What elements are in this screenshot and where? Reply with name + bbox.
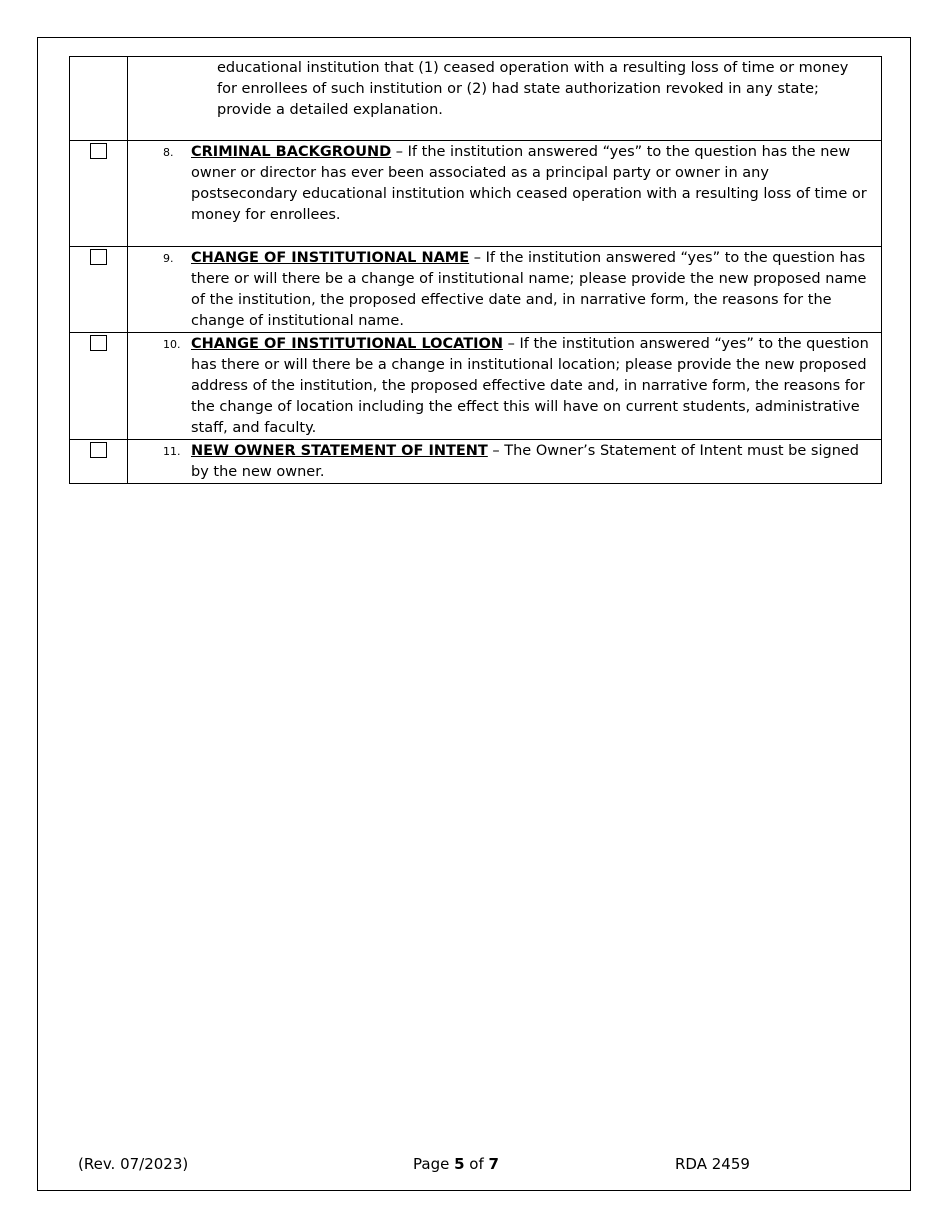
revision-date: (Rev. 07/2023) (78, 1155, 189, 1173)
table-row (70, 333, 882, 440)
table-row (70, 440, 882, 484)
item-body: – If the institution answered “yes” to the question has the new owner or director has ever been associated as a principal party or owner in any postsecondary educational institution which ceased operation with a resulting loss of time or money for enrollees. (191, 144, 867, 223)
item-new-owner-statement-of-intent (128, 440, 881, 483)
checklist-table (69, 56, 882, 484)
item-change-of-institutional-name (128, 247, 881, 332)
item-cell (128, 333, 882, 440)
item-number: 8. (163, 146, 174, 159)
item-cell (128, 57, 882, 141)
checkbox-change-of-institutional-name[interactable] (90, 249, 107, 265)
item-cell (128, 247, 882, 333)
item-body: – If the institution answered “yes” to the question has there or will there be a change of institutional name; please provide the new proposed name of the institution, the proposed effective date and, in narrative form, the reasons for the change of institutional name. (191, 250, 867, 329)
item-heading: NEW OWNER STATEMENT OF INTENT (191, 443, 488, 459)
item-number: 9. (163, 252, 174, 265)
item-number: 10. (163, 338, 181, 351)
item-cell (128, 440, 882, 484)
table-row (70, 247, 882, 333)
item-heading: CHANGE OF INSTITUTIONAL NAME (191, 250, 470, 266)
check-cell (70, 333, 128, 440)
check-cell (70, 141, 128, 247)
page-current: 5 (454, 1155, 465, 1173)
page-prefix: Page (413, 1155, 455, 1173)
table-row (70, 141, 882, 247)
page-number (413, 1153, 499, 1175)
table-row (70, 57, 882, 141)
check-cell-empty (70, 57, 128, 141)
page-separator: of (464, 1155, 489, 1173)
item-cell (128, 141, 882, 247)
continued-item-text: educational institution that (1) ceased operation with a resulting loss of time or money for enrollees of such institution or (2) had state authorization revoked in any state; provide a detailed explanation. (217, 60, 849, 118)
item-number: 11. (163, 445, 181, 458)
check-cell (70, 247, 128, 333)
item-heading: CRIMINAL BACKGROUND (191, 144, 392, 160)
page-total: 7 (488, 1155, 499, 1173)
check-cell (70, 440, 128, 484)
item-change-of-institutional-location (128, 333, 881, 439)
checkbox-change-of-institutional-location[interactable] (90, 335, 107, 351)
checkbox-new-owner-statement-of-intent[interactable] (90, 442, 107, 458)
form-id: RDA 2459 (675, 1155, 750, 1173)
item-body: – If the institution answered “yes” to the question has there or will there be a change in institutional location; please provide the new proposed address of the institution, the proposed effective date and, in narrative form, the reasons for the change of location including the effect this will have on current students, administrative staff, and faculty. (191, 336, 869, 436)
item-heading: CHANGE OF INSTITUTIONAL LOCATION (191, 336, 503, 352)
item-criminal-background (128, 141, 881, 226)
checkbox-criminal-background[interactable] (90, 143, 107, 159)
item-body: – The Owner’s Statement of Intent must be signed by the new owner. (191, 443, 860, 480)
